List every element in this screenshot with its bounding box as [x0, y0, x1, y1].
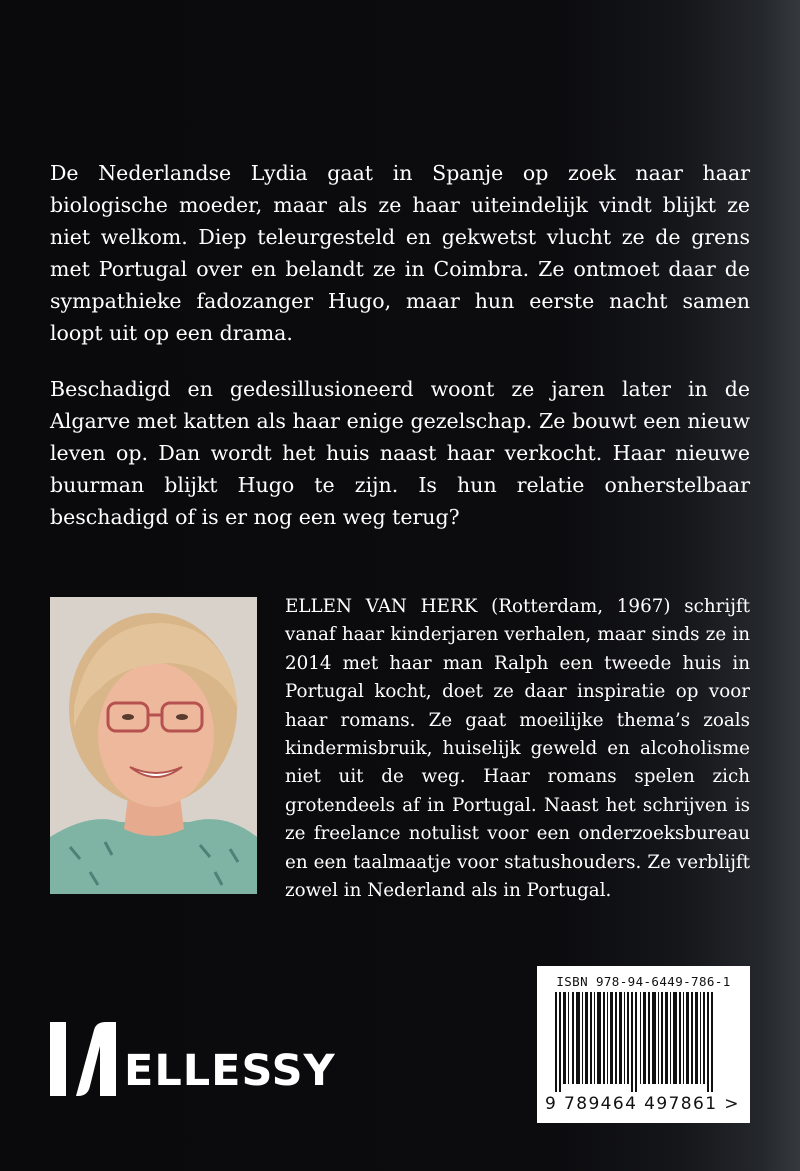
- isbn-barcode: [537, 966, 750, 1123]
- barcode-bars: [545, 992, 742, 1092]
- publisher-name: ELLESSY: [124, 1046, 336, 1096]
- cover-edge-shading: [760, 0, 800, 1171]
- blurb-paragraph-1: De Nederlandse Lydia gaat in Spanje op zoek naar haar biologische moeder, maar als ze haar uiteindelijk vindt blijkt ze niet welkom. Diep teleurgesteld en gekwetst vlucht ze de grens met Portugal over en belandt ze in Coimbra. Ze ontmoet daar de sympathieke fadozanger Hugo, maar hun eerste nacht samen loopt uit op een drama.: [50, 161, 750, 345]
- blurb-paragraph-2: Beschadigd en gedesillusioneerd woont ze jaren later in de Algarve met katten als haar enige gezelschap. Ze bouwt een nieuw leven op. Dan wordt het huis naast haar verkocht. Haar nieuwe buurman blijkt Hugo te zijn. Is hun relatie onherstelbaar beschadigd of is er nog een weg terug?: [50, 377, 750, 529]
- author-bio: ELLEN VAN HERK (Rotterdam, 1967) schrijft vanaf haar kinderjaren verhalen, maar sinds ze in 2014 met haar man Ralph een tweede huis in Portugal kocht, doet ze daar inspiratie op voor haar romans. Ze gaat moeilijke thema’s zoals kindermisbruik, huiselijk geweld en alcoholisme niet uit de weg. Haar romans spelen zich grotendeels af in Portugal. Naast het schrijven is ze freelance notulist voor een onderzoeksbureau en een taalmaatje voor statushouders. Ze verblijft zowel in Nederland als in Portugal.: [285, 596, 750, 902]
- barcode-digits: 9 789464 497861 >: [545, 1094, 740, 1114]
- isbn-label: ISBN 978-94-6449-786-1: [556, 974, 731, 989]
- author-photo: [50, 597, 257, 894]
